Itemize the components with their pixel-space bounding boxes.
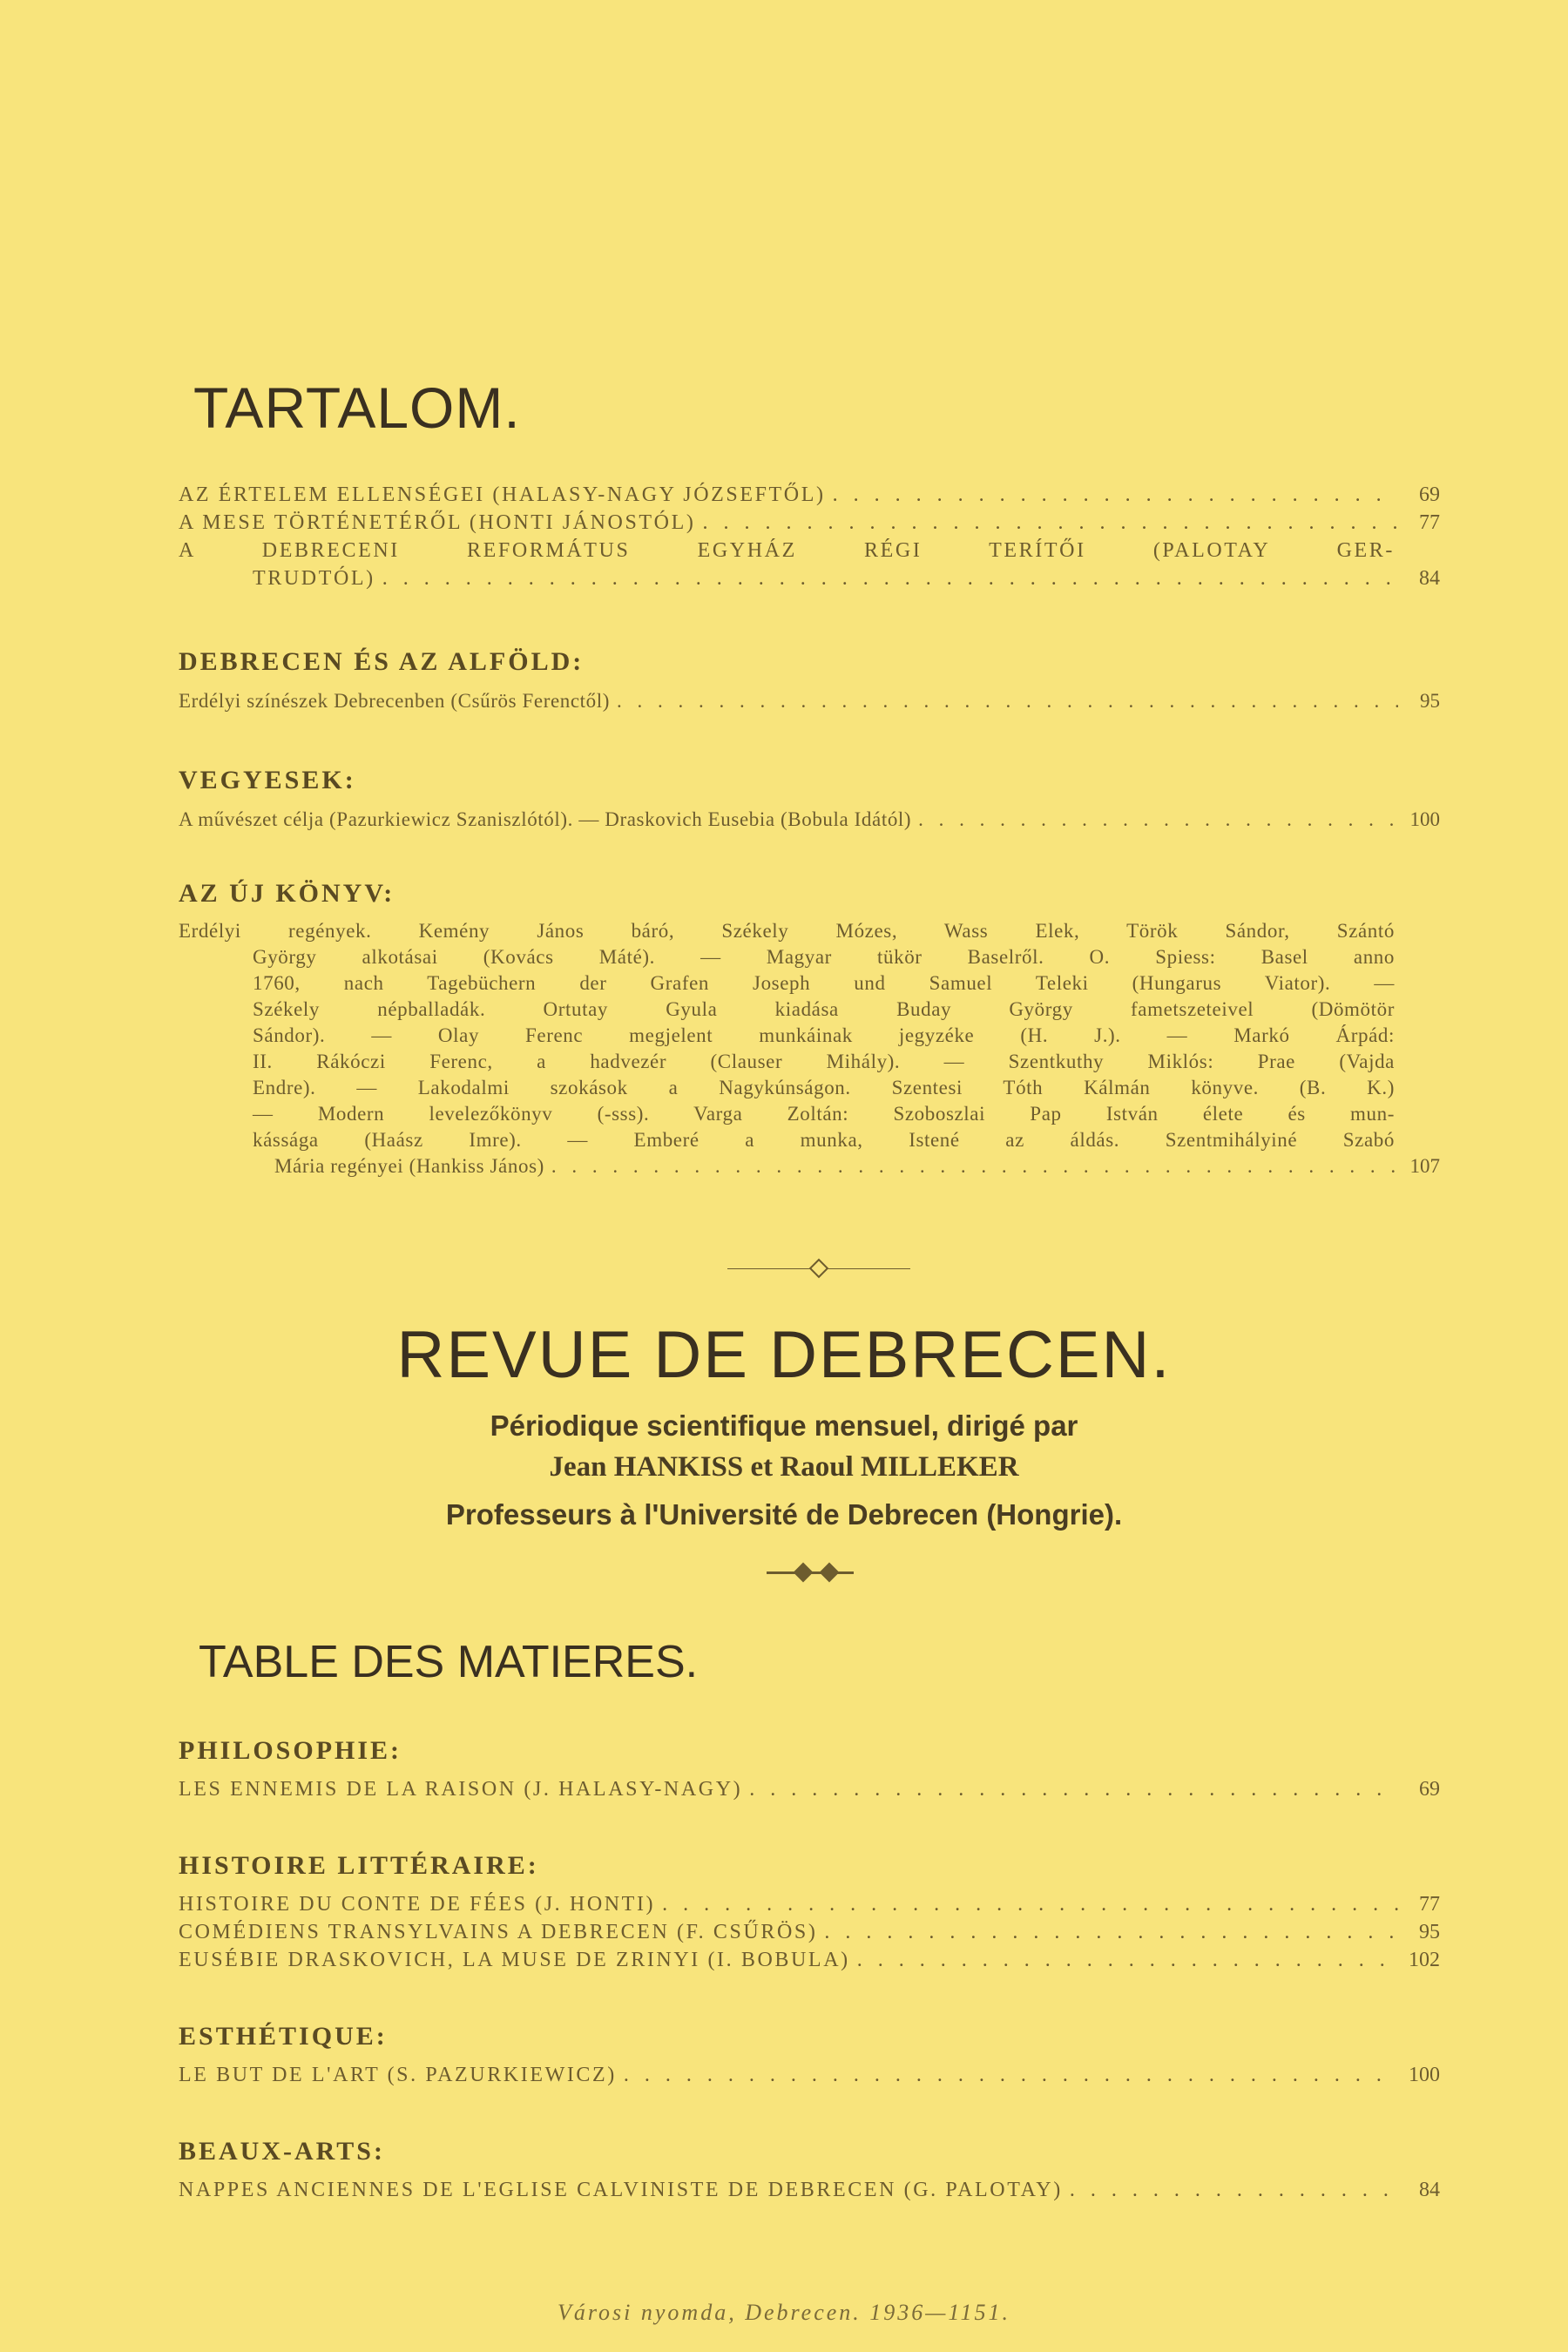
paragraph-line: Sándor). — Olay Ferenc megjelent munkáinak jegyzéke (H. J.). — Markó Árpád:	[253, 1024, 1395, 1046]
printer-imprint: Városi nyomda, Debrecen. 1936—1151.	[558, 2300, 1010, 2325]
section-heading: BEAUX-ARTS:	[179, 2137, 385, 2166]
section-philosophie	[179, 1734, 1440, 1803]
leader-dots	[662, 1890, 1398, 1918]
paragraph-line: II. Rákóczi Ferenc, a hadvezér (Clauser Mihály). — Szentkuthy Miklós: Prae (Vajda	[253, 1051, 1395, 1072]
toc-entry-page: 100	[1409, 2064, 1440, 2086]
toc-entry-page: 95	[1419, 1921, 1440, 1943]
toc-entry[interactable]	[179, 807, 1440, 833]
paragraph-line: Erdélyi regények. Kemény János báró, Székely Mózes, Wass Elek, Török Sándor, Szántó	[179, 920, 1395, 942]
tartalom-title: TARTALOM.	[193, 375, 521, 440]
section-histoire	[179, 1848, 1440, 1974]
toc-entry-title: EUSÉBIE DRASKOVICH, LA MUSE DE ZRINYI (I. BOBULA)	[179, 1949, 850, 1971]
toc-entry-title: TRUDTÓL)	[253, 567, 375, 590]
uj-konyv-paragraph	[179, 918, 1440, 1179]
paragraph-line: 1760, nach Tagebüchern der Grafen Joseph und Samuel Teleki (Hungarus Viator). —	[253, 972, 1395, 994]
section-heading: AZ ÚJ KÖNYV:	[179, 879, 395, 908]
leader-dots	[617, 688, 1398, 714]
toc-entry-title: LE BUT DE L'ART (S. PAZURKIEWICZ)	[179, 2064, 617, 2086]
toc-entry[interactable]	[179, 1918, 1440, 1946]
section-uj-konyv	[179, 876, 1440, 1179]
section-heading: VEGYESEK:	[179, 766, 356, 794]
revue-editors: Jean HANKISS et Raoul MILLEKER	[549, 1451, 1019, 1483]
toc-entry-title: A MESE TÖRTÉNETÉRŐL (HONTI JÁNOSTÓL)	[179, 511, 696, 534]
toc-entry[interactable]	[179, 481, 1440, 509]
leader-dots	[833, 481, 1398, 509]
section-heading: ESTHÉTIQUE:	[179, 2022, 388, 2051]
toc-entry-page: 69	[1419, 483, 1440, 506]
toc-entry-title: Mária regényei (Hankiss János)	[274, 1155, 544, 1177]
toc-entry-title: HISTOIRE DU CONTE DE FÉES (J. HONTI)	[179, 1893, 656, 1916]
diamond-ornament	[820, 1563, 840, 1583]
section-esthetique	[179, 2019, 1440, 2089]
toc-entry-page: 95	[1420, 690, 1440, 712]
revue-subtitle: Périodique scientifique mensuel, dirigé par	[490, 1409, 1078, 1442]
diamond-ornament	[809, 1259, 829, 1279]
leader-dots	[749, 1775, 1398, 1803]
leader-dots	[918, 807, 1398, 833]
toc-entry-page: 77	[1419, 511, 1440, 534]
diamond-ornament	[794, 1563, 814, 1583]
toc-entry[interactable]	[179, 1890, 1440, 1918]
toc-entry[interactable]	[179, 2061, 1440, 2089]
leader-dots	[702, 509, 1398, 537]
leader-dots	[551, 1153, 1398, 1179]
toc-entry[interactable]	[179, 688, 1440, 714]
paragraph-line: Endre). — Lakodalmi szokások a Nagykúnságon. Szentesi Tóth Kálmán könyve. (B. K.)	[253, 1077, 1395, 1098]
toc-entry[interactable]	[179, 564, 1440, 592]
revue-affiliation: Professeurs à l'Université de Debrecen (Hongrie).	[445, 1498, 1123, 1531]
paragraph-line: Székely népballadák. Ortutay Gyula kiadása Buday György fametszeteivel (Dömötör	[253, 998, 1395, 1020]
section-heading: PHILOSOPHIE:	[179, 1736, 402, 1765]
toc-entry-page: 84	[1419, 2179, 1440, 2201]
table-title: TABLE DES MATIERES.	[199, 1637, 699, 1687]
toc-entry-page: 107	[1409, 1155, 1440, 1177]
toc-entry[interactable]	[179, 2176, 1440, 2204]
toc-entry-page: 84	[1419, 567, 1440, 590]
toc-entry-title: NAPPES ANCIENNES DE L'EGLISE CALVINISTE DE DEBRECEN (G. PALOTAY)	[179, 2179, 1063, 2201]
toc-entry[interactable]	[179, 1946, 1440, 1974]
leader-dots	[624, 2061, 1398, 2089]
toc-entry-title: A művészet célja (Pazurkiewicz Szaniszlótól). — Draskovich Eusebia (Bobula Idától)	[179, 808, 912, 830]
paragraph-line: — Modern levelezőkönyv (-sss). Varga Zoltán: Szoboszlai Pap István élete és mun-	[253, 1103, 1395, 1125]
section-heading: DEBRECEN ÉS AZ ALFÖLD:	[179, 647, 585, 676]
paragraph-line: György alkotásai (Kovács Máté). — Magyar tükör Baselről. O. Spiess: Basel anno	[253, 946, 1395, 968]
revue-title: REVUE DE DEBRECEN.	[396, 1318, 1172, 1392]
toc-entry[interactable]	[179, 1153, 1440, 1179]
toc-entry-page: 77	[1419, 1893, 1440, 1916]
leader-dots	[824, 1918, 1398, 1946]
leader-dots	[1070, 2176, 1398, 2204]
toc-entry-title: COMÉDIENS TRANSYLVAINS A DEBRECEN (F. CSŰRÖS)	[179, 1921, 818, 1943]
section-debrecen	[179, 645, 1440, 714]
paragraph-line: kássága (Haász Imre). — Emberé a munka, Istené az áldás. Szentmihályiné Szabó	[253, 1129, 1395, 1151]
toc-entry-title: Erdélyi színészek Debrecenben (Csűrös Ferenctől)	[179, 690, 611, 712]
toc-entry[interactable]	[179, 509, 1440, 537]
section-beaux-arts	[179, 2134, 1440, 2204]
toc-entry[interactable]	[179, 1775, 1440, 1803]
toc-entry-title: LES ENNEMIS DE LA RAISON (J. HALASY-NAGY)	[179, 1778, 743, 1801]
toc-entry-line1[interactable]: A DEBRECENI REFORMÁTUS EGYHÁZ RÉGI TERÍTŐI (PALOTAY GER-	[179, 539, 1395, 562]
toc-entry-page: 69	[1419, 1778, 1440, 1801]
leader-dots	[382, 564, 1398, 592]
section-heading: HISTOIRE LITTÉRAIRE:	[179, 1851, 539, 1880]
toc-entry-page: 102	[1409, 1949, 1440, 1971]
toc-entry-title: AZ ÉRTELEM ELLENSÉGEI (HALASY-NAGY JÓZSEFTŐL)	[179, 483, 826, 506]
leader-dots	[857, 1946, 1398, 1974]
section-vegyesek	[179, 763, 1440, 833]
toc-entry-page: 100	[1409, 808, 1440, 830]
tartalom-main-list	[179, 481, 1440, 592]
